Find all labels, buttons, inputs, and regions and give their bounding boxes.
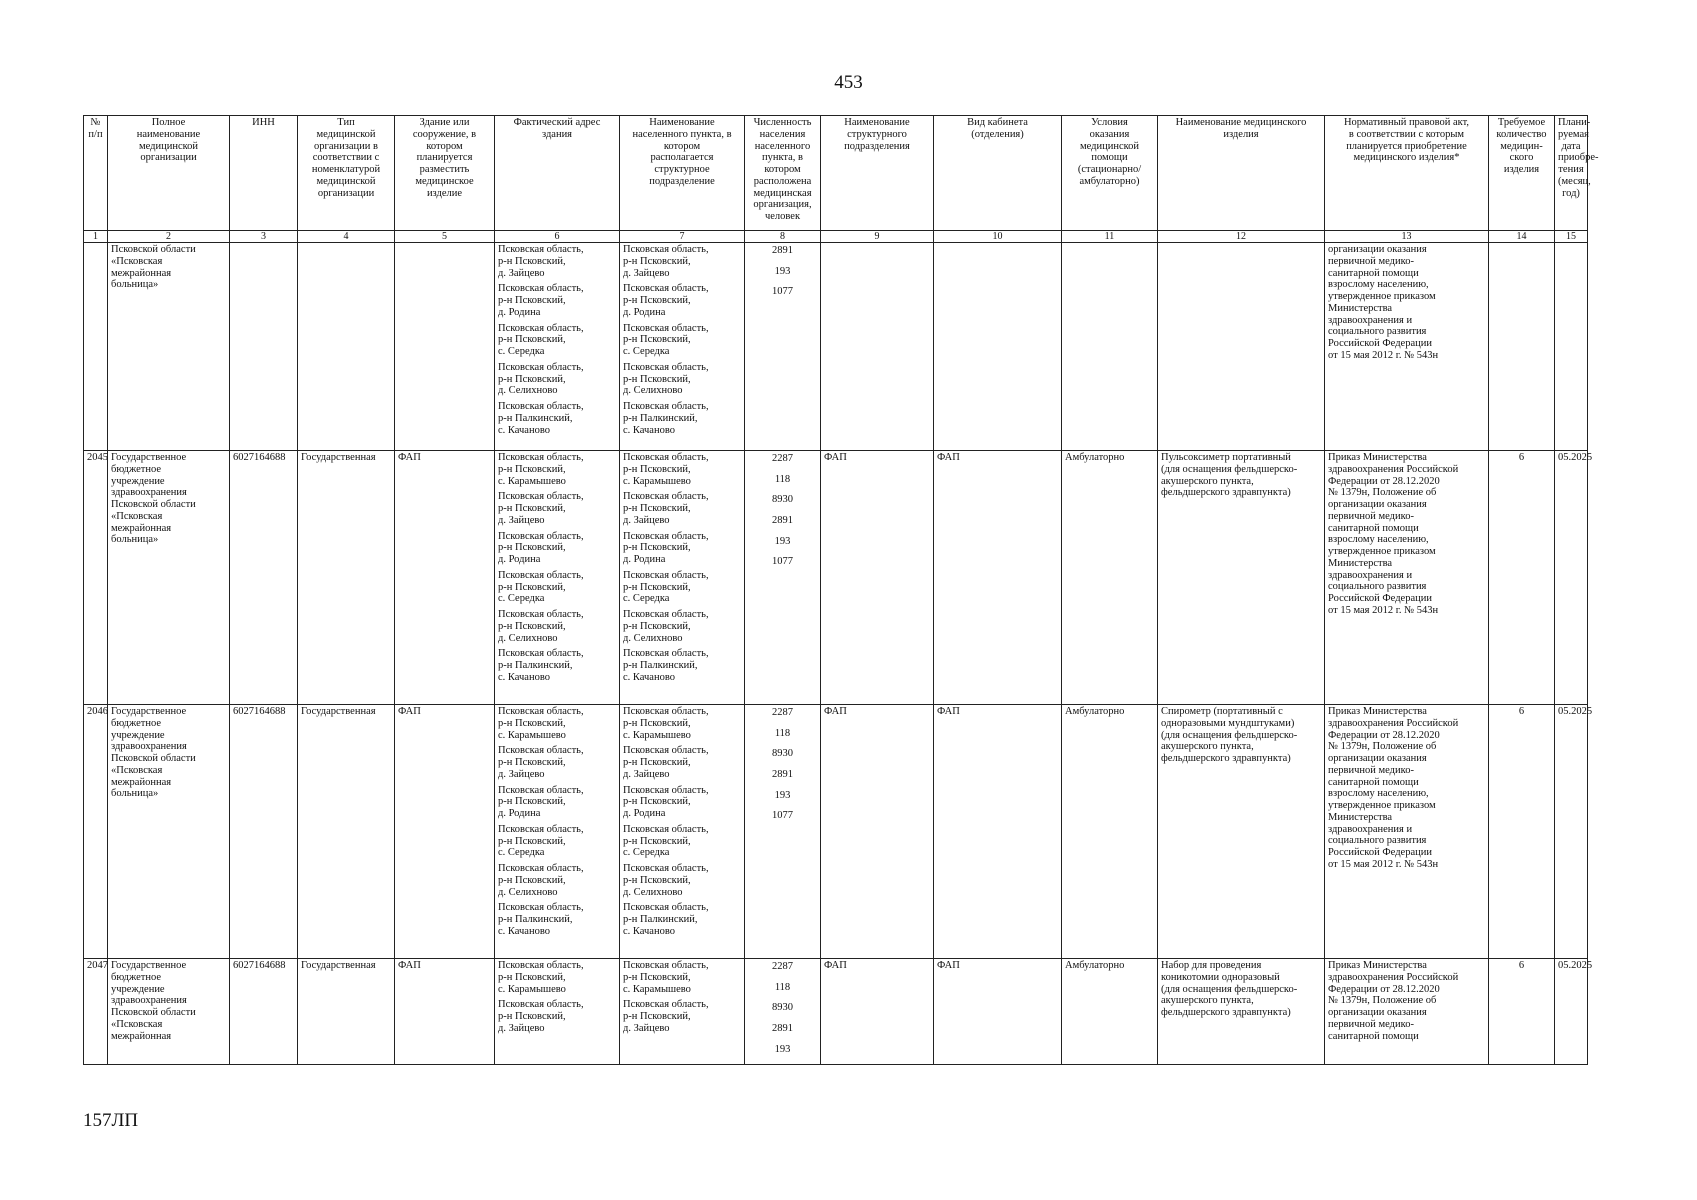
settlement-entry: Псковская область, р-н Псковский, д. Зайцево: [623, 745, 709, 780]
settlement-entry: Псковская область, р-н Палкинский, с. Качаново: [623, 648, 709, 683]
structural-unit-cell: ФАП: [821, 959, 934, 1065]
header-cell: Наименование медицинского изделия: [1158, 116, 1325, 231]
address-entry: Псковская область, р-н Псковский, с. Середка: [498, 322, 584, 358]
address-entry: Псковская область, р-н Псковский, д. Зайцево: [498, 244, 584, 279]
header-cell: Нормативный правовой акт, в соответствии с которым планируется приобретение медицинского изделия*: [1325, 116, 1489, 231]
settlement-entry: Псковская область, р-н Псковский, д. Зайцево: [623, 491, 709, 526]
purchase-date-cell: 05.2025: [1555, 705, 1588, 959]
population-value: 8930: [772, 1002, 793, 1014]
settlement-entry: Псковская область, р-н Псковский, д. Селихново: [623, 361, 709, 397]
column-number: 5: [395, 231, 495, 243]
column-number: 7: [620, 231, 745, 243]
column-number: 15: [1555, 231, 1588, 243]
medical-equipment-table: [83, 115, 1599, 1065]
population-cell: [745, 451, 821, 705]
header-cell: Численность населения населенного пункта, в котором расположена медицинская организация, человек: [745, 116, 821, 231]
table-row: [84, 705, 1588, 959]
header-cell: Условия оказания медицинской помощи (стационарно/ амбулаторно): [1062, 116, 1158, 231]
inn-cell: 6027164688: [230, 705, 298, 959]
care-conditions-cell: Амбулаторно: [1062, 705, 1158, 959]
settlement-entry: Псковская область, р-н Псковский, с. Карамышево: [623, 706, 709, 741]
structural-unit-cell: ФАП: [821, 451, 934, 705]
header-cell: Тип медицинской организации в соответствии с номенклатурой медицинской организации: [298, 116, 395, 231]
page-number: 453: [834, 72, 863, 93]
population-value: 2891: [772, 769, 793, 781]
settlement-entry: Псковская область, р-н Псковский, д. Родина: [623, 530, 709, 566]
org-type-cell: Государственная: [298, 705, 395, 959]
population-value: 1077: [772, 556, 793, 568]
address-cell: [495, 959, 620, 1065]
header-cell: Здание или сооружение, в котором планируется разместить медицинское изделие: [395, 116, 495, 231]
building-cell: ФАП: [395, 705, 495, 959]
column-number: 2: [108, 231, 230, 243]
building-cell: ФАП: [395, 451, 495, 705]
settlement-entry: Псковская область, р-н Псковский, д. Зайцево: [623, 244, 709, 279]
address-entry: Псковская область, р-н Псковский, с. Карамышево: [498, 452, 584, 487]
population-value: 2891: [772, 515, 793, 527]
settlement-entry: Псковская область, р-н Псковский, д. Родина: [623, 283, 709, 318]
address-entry: Псковская область, р-н Псковский, д. Родина: [498, 283, 584, 318]
address-entry: Псковская область, р-н Палкинский, с. Качаново: [498, 401, 584, 436]
purchase-date-cell: 05.2025: [1555, 959, 1588, 1065]
population-value: 2287: [772, 707, 793, 719]
population-cell: [745, 705, 821, 959]
device-name-cell: Пульсоксиметр портативный (для оснащения фельдшерско- акушерского пункта, фельдшерского здравпункта): [1158, 451, 1325, 705]
structural-unit-cell: [821, 243, 934, 451]
header-cell: Наименование населенного пункта, в котором располагается структурное подразделение: [620, 116, 745, 231]
header-row: [84, 116, 1588, 231]
cabinet-type-cell: ФАП: [934, 959, 1062, 1065]
population-cell: [745, 959, 821, 1065]
settlement-entry: Псковская область, р-н Палкинский, с. Качаново: [623, 902, 709, 937]
row-number-cell: 2045: [84, 451, 108, 705]
header-cell: Плани- руемая дата приобре- тения (месяц, год): [1555, 116, 1588, 231]
address-entry: Псковская область, р-н Псковский, с. Карамышево: [498, 960, 584, 995]
address-entry: Псковская область, р-н Псковский, д. Родина: [498, 530, 584, 566]
organization-cell: Псковской области «Псковская межрайонная больница»: [108, 243, 230, 451]
population-value: 118: [774, 727, 791, 739]
column-number: 13: [1325, 231, 1489, 243]
header-cell: № п/п: [84, 116, 108, 231]
building-cell: ФАП: [395, 959, 495, 1065]
column-number-row: [84, 231, 1588, 243]
header-cell: Полное наименование медицинской организации: [108, 116, 230, 231]
org-type-cell: [298, 243, 395, 451]
population-cell: [745, 243, 821, 451]
settlement-entry: Псковская область, р-н Псковский, с. Середка: [623, 322, 709, 358]
row-number-cell: 2047: [84, 959, 108, 1065]
settlement-entry: Псковская область, р-н Псковский, с. Середка: [623, 569, 709, 605]
organization-cell: Государственное бюджетное учреждение здравоохранения Псковской области «Псковская межрайонная больница»: [108, 451, 230, 705]
organization-cell: Государственное бюджетное учреждение здравоохранения Псковской области «Псковская межрайонная: [108, 959, 230, 1065]
settlement-entry: Псковская область, р-н Псковский, д. Селихново: [623, 863, 709, 898]
column-number: 10: [934, 231, 1062, 243]
settlement-cell: [620, 959, 745, 1065]
quantity-cell: 6: [1489, 451, 1555, 705]
legal-act-cell: организации оказания первичной медико- санитарной помощи взрослому населению, утвержденное приказом Министерства здравоохранения и социального развития Российской Федерации от 15 мая 2012 г. № 543н: [1325, 243, 1489, 451]
device-name-cell: [1158, 243, 1325, 451]
table-row: [84, 451, 1588, 705]
address-cell: [495, 451, 620, 705]
population-value: 1077: [772, 810, 793, 822]
address-entry: Псковская область, р-н Псковский, д. Селихново: [498, 609, 584, 644]
org-type-cell: Государственная: [298, 959, 395, 1065]
inn-cell: [230, 243, 298, 451]
settlement-cell: [620, 451, 745, 705]
address-entry: Псковская область, р-н Псковский, с. Середка: [498, 823, 584, 859]
address-entry: Псковская область, р-н Псковский, д. Зайцево: [498, 745, 584, 780]
settlement-entry: Псковская область, р-н Псковский, с. Карамышево: [623, 452, 709, 487]
header-cell: ИНН: [230, 116, 298, 231]
row-number-cell: [84, 243, 108, 451]
header-cell: Вид кабинета (отделения): [934, 116, 1062, 231]
population-value: 2891: [772, 245, 793, 257]
legal-act-cell: Приказ Министерства здравоохранения Российской Федерации от 28.12.2020 № 1379н, Положение об организации оказания первичной медико- санитарной помощи: [1325, 959, 1489, 1065]
legal-act-cell: Приказ Министерства здравоохранения Российской Федерации от 28.12.2020 № 1379н, Положение об организации оказания первичной медико- санитарной помощи взрослому населению, утвержденное приказом Министерства здравоохранения и социального развития Российской Федерации от 15 мая 2012 г. № 543н: [1325, 451, 1489, 705]
population-value: 118: [774, 473, 791, 485]
cabinet-type-cell: ФАП: [934, 451, 1062, 705]
quantity-cell: 6: [1489, 959, 1555, 1065]
footer-code: 157ЛП: [83, 1110, 139, 1131]
care-conditions-cell: Амбулаторно: [1062, 451, 1158, 705]
address-cell: [495, 705, 620, 959]
population-value: 193: [774, 1043, 791, 1055]
address-entry: Псковская область, р-н Псковский, д. Зайцево: [498, 491, 584, 526]
column-number: 12: [1158, 231, 1325, 243]
organization-cell: Государственное бюджетное учреждение здравоохранения Псковской области «Псковская межрайонная больница»: [108, 705, 230, 959]
cabinet-type-cell: ФАП: [934, 705, 1062, 959]
address-cell: [495, 243, 620, 451]
population-value: 2287: [772, 961, 793, 973]
settlement-entry: Псковская область, р-н Псковский, д. Родина: [623, 784, 709, 820]
address-entry: Псковская область, р-н Палкинский, с. Качаново: [498, 902, 584, 937]
care-conditions-cell: Амбулаторно: [1062, 959, 1158, 1065]
table-row: [84, 959, 1588, 1065]
settlement-entry: Псковская область, р-н Палкинский, с. Качаново: [623, 401, 709, 436]
address-entry: Псковская область, р-н Псковский, д. Родина: [498, 784, 584, 820]
settlement-cell: [620, 705, 745, 959]
address-entry: Псковская область, р-н Палкинский, с. Качаново: [498, 648, 584, 683]
legal-act-cell: Приказ Министерства здравоохранения Российской Федерации от 28.12.2020 № 1379н, Положение об организации оказания первичной медико- санитарной помощи взрослому населению, утвержденное приказом Министерства здравоохранения и социального развития Российской Федерации от 15 мая 2012 г. № 543н: [1325, 705, 1489, 959]
table-row: [84, 243, 1588, 451]
inn-cell: 6027164688: [230, 451, 298, 705]
header-cell: Требуемое количество медицин- ского изделия: [1489, 116, 1555, 231]
population-value: 193: [774, 789, 791, 801]
purchase-date-cell: [1555, 243, 1588, 451]
address-entry: Псковская область, р-н Псковский, д. Зайцево: [498, 999, 584, 1034]
column-number: 3: [230, 231, 298, 243]
care-conditions-cell: [1062, 243, 1158, 451]
settlement-entry: Псковская область, р-н Псковский, д. Селихново: [623, 609, 709, 644]
quantity-cell: 6: [1489, 705, 1555, 959]
table-body: [84, 243, 1593, 1065]
header-cell: Наименование структурного подразделения: [821, 116, 934, 231]
building-cell: [395, 243, 495, 451]
population-value: 118: [774, 981, 791, 993]
column-number: 8: [745, 231, 821, 243]
column-number: 9: [821, 231, 934, 243]
column-number: 1: [84, 231, 108, 243]
column-number: 4: [298, 231, 395, 243]
inn-cell: 6027164688: [230, 959, 298, 1065]
settlement-entry: Псковская область, р-н Псковский, с. Середка: [623, 823, 709, 859]
address-entry: Псковская область, р-н Псковский, с. Середка: [498, 569, 584, 605]
population-value: 193: [774, 265, 791, 277]
address-entry: Псковская область, р-н Псковский, д. Селихново: [498, 863, 584, 898]
quantity-cell: [1489, 243, 1555, 451]
header-cell: Фактический адрес здания: [495, 116, 620, 231]
row-number-cell: 2046: [84, 705, 108, 959]
purchase-date-cell: 05.2025: [1555, 451, 1588, 705]
population-value: 1077: [772, 286, 793, 298]
device-name-cell: Набор для проведения коникотомии одноразовый (для оснащения фельдшерско- акушерского пункта, фельдшерского здравпункта): [1158, 959, 1325, 1065]
settlement-entry: Псковская область, р-н Псковский, д. Зайцево: [623, 999, 709, 1034]
column-number: 14: [1489, 231, 1555, 243]
structural-unit-cell: ФАП: [821, 705, 934, 959]
column-number: 11: [1062, 231, 1158, 243]
population-value: 8930: [772, 494, 793, 506]
org-type-cell: Государственная: [298, 451, 395, 705]
device-name-cell: Спирометр (портативный с одноразовыми мундштуками) (для оснащения фельдшерско- акушерского пункта, фельдшерского здравпункта): [1158, 705, 1325, 959]
address-entry: Псковская область, р-н Псковский, с. Карамышево: [498, 706, 584, 741]
population-value: 2287: [772, 453, 793, 465]
settlement-cell: [620, 243, 745, 451]
address-entry: Псковская область, р-н Псковский, д. Селихново: [498, 361, 584, 397]
population-value: 193: [774, 535, 791, 547]
population-value: 8930: [772, 748, 793, 760]
column-number: 6: [495, 231, 620, 243]
settlement-entry: Псковская область, р-н Псковский, с. Карамышево: [623, 960, 709, 995]
cabinet-type-cell: [934, 243, 1062, 451]
population-value: 2891: [772, 1023, 793, 1035]
